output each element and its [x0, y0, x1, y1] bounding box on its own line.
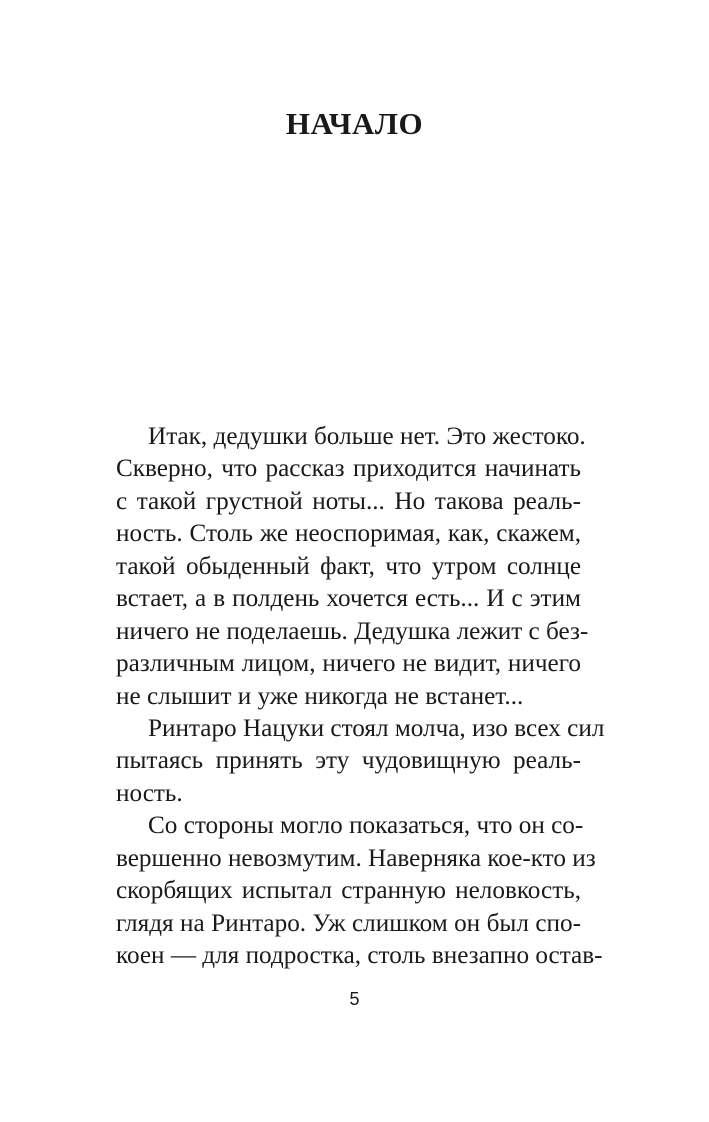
text-line: вершенно невозмутим. Наверняка кое-кто из [116, 844, 596, 872]
text-line: встает, а в полдень хочется есть... И с этим [116, 585, 581, 613]
text-line: коен — для подростка, столь внезапно остав- [116, 942, 603, 969]
text-line: не слышит и уже никогда не встанет... [116, 682, 524, 710]
chapter-title: НАЧАЛО [285, 106, 424, 141]
body-text [116, 421, 605, 972]
text-line: скорбящих испытал странную неловкость, [116, 877, 581, 905]
text-line: Ринтаро Нацуки стоял молча, изо всех сил [148, 714, 605, 742]
text-line: ничего не поделаешь. Дедушка лежит с без- [116, 617, 589, 645]
text-line: Со стороны могло показаться, что он со- [148, 812, 584, 840]
text-line: ность. [116, 779, 183, 807]
text-line: с такой грустной ноты... Но такова реаль- [116, 487, 581, 515]
text-line: различным лицом, ничего не видит, ничего [116, 650, 581, 678]
paragraph-3 [116, 810, 603, 972]
text-line: Итак, дедушки больше нет. Это жестоко. [148, 423, 586, 450]
text-line: такой обыденный факт, что утром солнце [116, 552, 581, 580]
page-number: 5 [349, 989, 360, 1009]
text-line: Скверно, что рассказ приходится начинать [116, 455, 581, 483]
paragraph-1 [116, 421, 589, 713]
text-line: пытаясь принять эту чудовищную реаль- [116, 747, 581, 775]
paragraph-2 [116, 713, 605, 810]
text-line: глядя на Ринтаро. Уж слишком он был спо- [116, 909, 581, 937]
text-line: ность. Столь же неоспоримая, как, скажем, [116, 520, 581, 548]
